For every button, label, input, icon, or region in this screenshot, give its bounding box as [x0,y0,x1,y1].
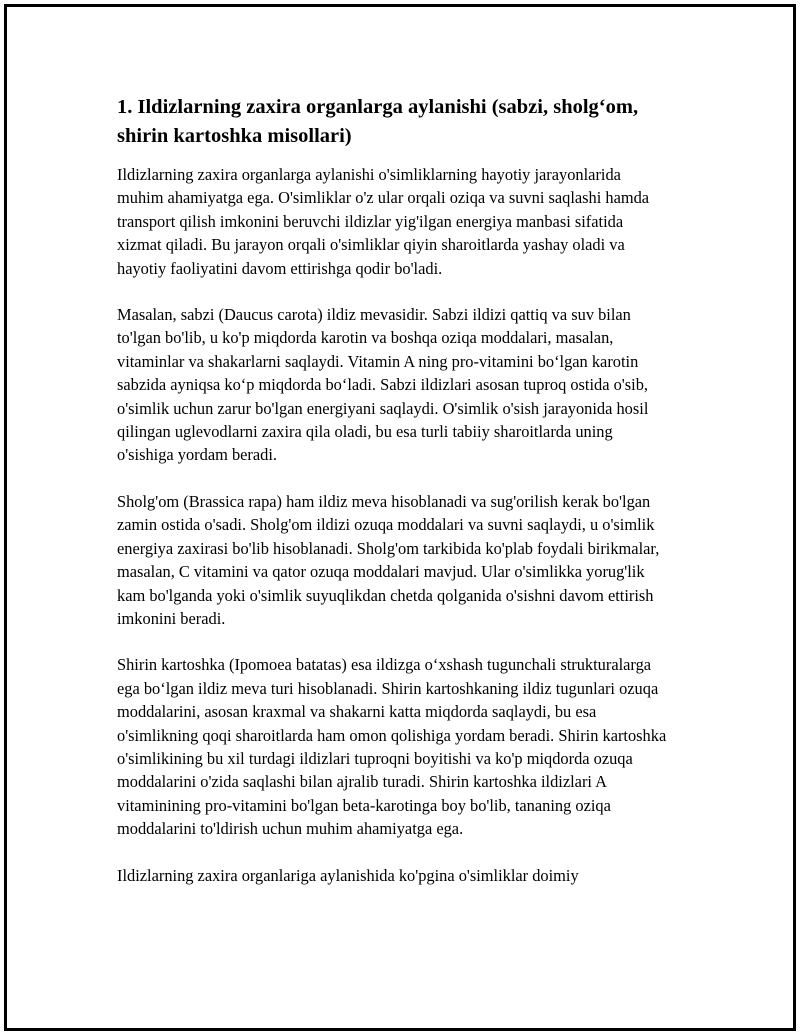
paragraph-continuation: Ildizlarning zaxira organlariga aylanishida ko'pgina o'simliklar doimiy [117,865,579,885]
document-body [117,93,667,910]
section-title: 1. Ildizlarning zaxira organlarga aylanishi (sabzi, sholg‘om, shirin kartoshka misollari) [117,96,639,147]
paragraph-sholgom: Sholg'om (Brassica rapa) ham ildiz meva hisoblanadi va sug'orilish kerak bo'lgan zamin ostida o'sadi. Sholg'om ildizi ozuqa moddalari va suvni saqlaydi, u o'simlik energiya zaxirasi bo'lib hisoblanadi. Sholg'om tarkibida ko'plab foydali birikmalar, masalan, C vitamini va qator ozuqa moddalari mavjud. Ular o'simlikka yorug'lik kam bo'lganda yoki o'simlik suyuqlikdan chetda qolganida o'sishni davom ettirish imkonini beradi. [117,491,660,628]
paragraph-sabzi: Masalan, sabzi (Daucus carota) ildiz mevasidir. Sabzi ildizi qattiq va suv bilan to'lgan bo'lib, u ko'p miqdorda karotin va boshqa oziqa moddalari, masalan, vitaminlar va shakarlarni saqlaydi. Vitamin A ning pro-vitamini bo‘lgan karotin sabzida ayniqsa ko‘p miqdorda bo‘ladi. Sabzi ildizlari asosan tuproq ostida o'sib, o'simlik uchun zarur bo'lgan energiyani saqlaydi. O'simlik o'sish jarayonida hosil qilingan uglevodlarni zaxira qila oladi, bu esa turli tabiiy sharoitlarda uning o'sishiga yordam beradi. [117,305,649,465]
paragraph-shirin-kartoshka: Shirin kartoshka (Ipomoea batatas) esa ildizga o‘xshash tugunchali strukturalarga ega bo‘lgan ildiz meva turi hisoblanadi. Shirin kartoshkaning ildiz tugunlari ozuqa moddalarini, asosan kraxmal va shakarni katta miqdorda saqlaydi, bu esa o'simlikning qoqi sharoitlarda ham omon qolishiga yordam beradi. Shirin kartoshka o'simlikining bu xil turdagi ildizlari tuproqni boyitishi va ko'p miqdorda ozuqa moddalarini o'zida saqlashi bilan ajralib turadi. Shirin kartoshka ildizlari A vitaminining pro-vitamini bo'lgan beta-karotinga boy bo'lib, tananing oziqa moddalarini to'ldirish uchun muhim ahamiyatga ega. [117,655,667,839]
paragraph-intro: Ildizlarning zaxira organlarga aylanishi o'simliklarning hayotiy jarayonlarida muhim ahamiyatga ega. O'simliklar o'z ular orqali oziqa va suvni saqlashi hamda transport qilish imkonini beruvchi ildizlar yig'ilgan energiya manbasi sifatida xizmat qiladi. Bu jarayon orqali o'simliklar qiyin sharoitlarda yashay oladi va hayotiy faoliyatini davom ettirishga qodir bo'ladi. [117,165,650,278]
